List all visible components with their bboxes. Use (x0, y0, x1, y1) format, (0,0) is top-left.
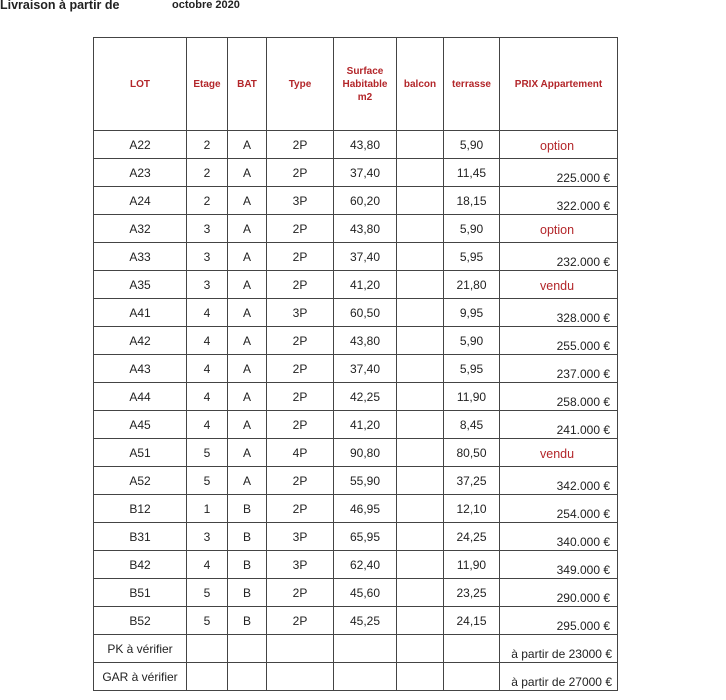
cell-type: 2P (267, 411, 334, 439)
cell-terrasse: 23,25 (444, 579, 500, 607)
cell-prix (500, 187, 618, 215)
cell-balcon (397, 215, 444, 243)
cell-bat: B (228, 523, 267, 551)
cell-prix (500, 607, 618, 635)
price-value: 254.000 € (556, 507, 610, 521)
cell-prix (500, 383, 618, 411)
cell-prix (500, 215, 618, 243)
table-row (94, 215, 618, 243)
cell-etage: 3 (187, 523, 228, 551)
cell-balcon (397, 523, 444, 551)
cell-prix (500, 243, 618, 271)
cell-surface: 42,25 (334, 383, 397, 411)
cell-lot: A23 (94, 159, 187, 187)
cell-prix (500, 299, 618, 327)
cell-type: 2P (267, 271, 334, 299)
cell-type: 2P (267, 495, 334, 523)
cell-lot: A22 (94, 131, 187, 159)
cell-etage: 5 (187, 467, 228, 495)
cell-bat: A (228, 131, 267, 159)
cell-prix (500, 635, 618, 663)
empty-cell (444, 635, 500, 663)
cell-terrasse: 5,95 (444, 355, 500, 383)
table-row (94, 187, 618, 215)
cell-prix (500, 131, 618, 159)
cell-lot: B31 (94, 523, 187, 551)
cell-bat: A (228, 299, 267, 327)
cell-bat: A (228, 355, 267, 383)
cell-etage: 4 (187, 551, 228, 579)
cell-lot: A51 (94, 439, 187, 467)
cell-lot: A43 (94, 355, 187, 383)
table-row (94, 299, 618, 327)
cell-lot: A35 (94, 271, 187, 299)
cell-bat: A (228, 467, 267, 495)
col-header-type: Type (267, 38, 334, 131)
cell-type: 2P (267, 607, 334, 635)
table-row (94, 383, 618, 411)
cell-balcon (397, 411, 444, 439)
cell-bat: A (228, 159, 267, 187)
price-value: 258.000 € (556, 395, 610, 409)
cell-surface: 45,60 (334, 579, 397, 607)
cell-balcon (397, 355, 444, 383)
cell-surface: 65,95 (334, 523, 397, 551)
empty-cell (187, 635, 228, 663)
cell-type: 3P (267, 299, 334, 327)
cell-type: 4P (267, 439, 334, 467)
table-row (94, 131, 618, 159)
cell-etage: 1 (187, 495, 228, 523)
price-value: 255.000 € (556, 339, 610, 353)
cell-lot: A44 (94, 383, 187, 411)
cell-balcon (397, 495, 444, 523)
cell-bat: A (228, 187, 267, 215)
cell-lot: A45 (94, 411, 187, 439)
cell-lot: A42 (94, 327, 187, 355)
cell-lot: B52 (94, 607, 187, 635)
cell-prix (500, 271, 618, 299)
status-label: vendu (540, 447, 575, 461)
cell-lot: A52 (94, 467, 187, 495)
cell-type: 2P (267, 579, 334, 607)
cell-bat: A (228, 243, 267, 271)
table-row (94, 243, 618, 271)
empty-cell (187, 663, 228, 691)
cell-terrasse: 5,90 (444, 215, 500, 243)
cell-type: 2P (267, 243, 334, 271)
cell-balcon (397, 187, 444, 215)
cell-terrasse: 9,95 (444, 299, 500, 327)
cell-terrasse: 5,90 (444, 327, 500, 355)
cell-terrasse: 5,90 (444, 131, 500, 159)
cell-terrasse: 24,25 (444, 523, 500, 551)
cell-surface: 41,20 (334, 271, 397, 299)
cell-terrasse: 12,10 (444, 495, 500, 523)
table-row (94, 495, 618, 523)
cell-etage: 2 (187, 131, 228, 159)
empty-cell (397, 663, 444, 691)
cell-etage: 5 (187, 607, 228, 635)
table-row (94, 355, 618, 383)
cell-bat: A (228, 215, 267, 243)
table-row (94, 607, 618, 635)
cell-prix (500, 467, 618, 495)
price-value: 237.000 € (556, 367, 610, 381)
cell-prix (500, 327, 618, 355)
cell-surface: 90,80 (334, 439, 397, 467)
cell-bat: B (228, 579, 267, 607)
cell-type: 3P (267, 523, 334, 551)
cell-prix (500, 355, 618, 383)
cell-etage: 4 (187, 299, 228, 327)
cell-prix (500, 551, 618, 579)
extra-label: PK à vérifier (94, 635, 187, 663)
price-value: 328.000 € (556, 311, 610, 325)
cell-surface: 55,90 (334, 467, 397, 495)
table-row (94, 579, 618, 607)
cell-bat: A (228, 411, 267, 439)
cell-etage: 2 (187, 159, 228, 187)
col-header-etage: Etage (187, 38, 228, 131)
cell-terrasse: 8,45 (444, 411, 500, 439)
cell-type: 2P (267, 355, 334, 383)
cell-type: 3P (267, 187, 334, 215)
lots-table (93, 37, 618, 691)
col-header-surface: Surface Habitable m2 (334, 38, 397, 131)
price-value: 295.000 € (556, 619, 610, 633)
empty-cell (334, 635, 397, 663)
price-value: 290.000 € (556, 591, 610, 605)
cell-balcon (397, 271, 444, 299)
cell-terrasse: 11,90 (444, 383, 500, 411)
table-row (94, 271, 618, 299)
status-label: vendu (540, 279, 575, 293)
cell-bat: A (228, 383, 267, 411)
cell-type: 3P (267, 551, 334, 579)
empty-cell (267, 663, 334, 691)
cell-lot: B42 (94, 551, 187, 579)
cell-surface: 37,40 (334, 355, 397, 383)
cell-balcon (397, 467, 444, 495)
cell-lot: B51 (94, 579, 187, 607)
price-value: 225.000 € (556, 171, 610, 185)
cell-prix (500, 495, 618, 523)
cell-type: 2P (267, 383, 334, 411)
price-value: 322.000 € (556, 199, 610, 213)
delivery-date: octobre 2020 (172, 0, 240, 11)
table-row (94, 467, 618, 495)
table-row (94, 439, 618, 467)
table-row (94, 327, 618, 355)
cell-surface: 37,40 (334, 159, 397, 187)
cell-etage: 2 (187, 187, 228, 215)
cell-etage: 3 (187, 243, 228, 271)
cell-bat: B (228, 551, 267, 579)
cell-bat: A (228, 439, 267, 467)
col-header-bat: BAT (228, 38, 267, 131)
status-label: option (540, 223, 575, 237)
cell-bat: B (228, 607, 267, 635)
cell-surface: 60,50 (334, 299, 397, 327)
cell-etage: 5 (187, 579, 228, 607)
cell-terrasse: 5,95 (444, 243, 500, 271)
table-row (94, 551, 618, 579)
table-header-row (94, 38, 618, 131)
cell-terrasse: 11,90 (444, 551, 500, 579)
cell-surface: 46,95 (334, 495, 397, 523)
cell-terrasse: 21,80 (444, 271, 500, 299)
col-header-terrasse: terrasse (444, 38, 500, 131)
status-label: option (540, 139, 575, 153)
cell-prix (500, 411, 618, 439)
cell-balcon (397, 327, 444, 355)
cell-type: 2P (267, 131, 334, 159)
cell-surface: 45,25 (334, 607, 397, 635)
cell-etage: 4 (187, 383, 228, 411)
cell-lot: B12 (94, 495, 187, 523)
cell-balcon (397, 131, 444, 159)
cell-terrasse: 80,50 (444, 439, 500, 467)
col-header-balcon: balcon (397, 38, 444, 131)
cell-terrasse: 18,15 (444, 187, 500, 215)
cell-balcon (397, 243, 444, 271)
empty-cell (228, 635, 267, 663)
cell-prix (500, 663, 618, 691)
table-row (94, 523, 618, 551)
cell-type: 2P (267, 327, 334, 355)
cell-surface: 62,40 (334, 551, 397, 579)
extra-row (94, 635, 618, 663)
cell-balcon (397, 551, 444, 579)
price-value: 241.000 € (556, 423, 610, 437)
table-row (94, 159, 618, 187)
cell-lot: A33 (94, 243, 187, 271)
cell-type: 2P (267, 215, 334, 243)
delivery-label: Livraison à partir de (0, 0, 120, 12)
cell-surface: 60,20 (334, 187, 397, 215)
cell-bat: A (228, 271, 267, 299)
price-value: 342.000 € (556, 479, 610, 493)
cell-balcon (397, 439, 444, 467)
cell-terrasse: 24,15 (444, 607, 500, 635)
cell-lot: A24 (94, 187, 187, 215)
cell-etage: 3 (187, 271, 228, 299)
price-note: à partir de 23000 € (511, 647, 612, 661)
empty-cell (228, 663, 267, 691)
empty-cell (397, 635, 444, 663)
cell-surface: 43,80 (334, 215, 397, 243)
cell-bat: B (228, 495, 267, 523)
cell-terrasse: 37,25 (444, 467, 500, 495)
cell-type: 2P (267, 159, 334, 187)
empty-cell (267, 635, 334, 663)
col-header-lot: LOT (94, 38, 187, 131)
cell-type: 2P (267, 467, 334, 495)
cell-etage: 4 (187, 355, 228, 383)
cell-prix (500, 523, 618, 551)
cell-balcon (397, 383, 444, 411)
cell-balcon (397, 607, 444, 635)
cell-prix (500, 439, 618, 467)
extra-label: GAR à vérifier (94, 663, 187, 691)
empty-cell (334, 663, 397, 691)
cell-lot: A32 (94, 215, 187, 243)
cell-bat: A (228, 327, 267, 355)
price-value: 232.000 € (556, 255, 610, 269)
cell-balcon (397, 579, 444, 607)
cell-surface: 43,80 (334, 131, 397, 159)
cell-surface: 37,40 (334, 243, 397, 271)
cell-etage: 4 (187, 411, 228, 439)
cell-balcon (397, 299, 444, 327)
empty-cell (444, 663, 500, 691)
cell-prix (500, 579, 618, 607)
extra-row (94, 663, 618, 691)
cell-surface: 41,20 (334, 411, 397, 439)
price-note: à partir de 27000 € (511, 675, 612, 689)
col-header-prix: PRIX Appartement (500, 38, 618, 131)
table-row (94, 411, 618, 439)
cell-surface: 43,80 (334, 327, 397, 355)
cell-etage: 5 (187, 439, 228, 467)
cell-lot: A41 (94, 299, 187, 327)
price-value: 349.000 € (556, 563, 610, 577)
price-value: 340.000 € (556, 535, 610, 549)
cell-prix (500, 159, 618, 187)
cell-etage: 4 (187, 327, 228, 355)
cell-balcon (397, 159, 444, 187)
cell-terrasse: 11,45 (444, 159, 500, 187)
cell-etage: 3 (187, 215, 228, 243)
